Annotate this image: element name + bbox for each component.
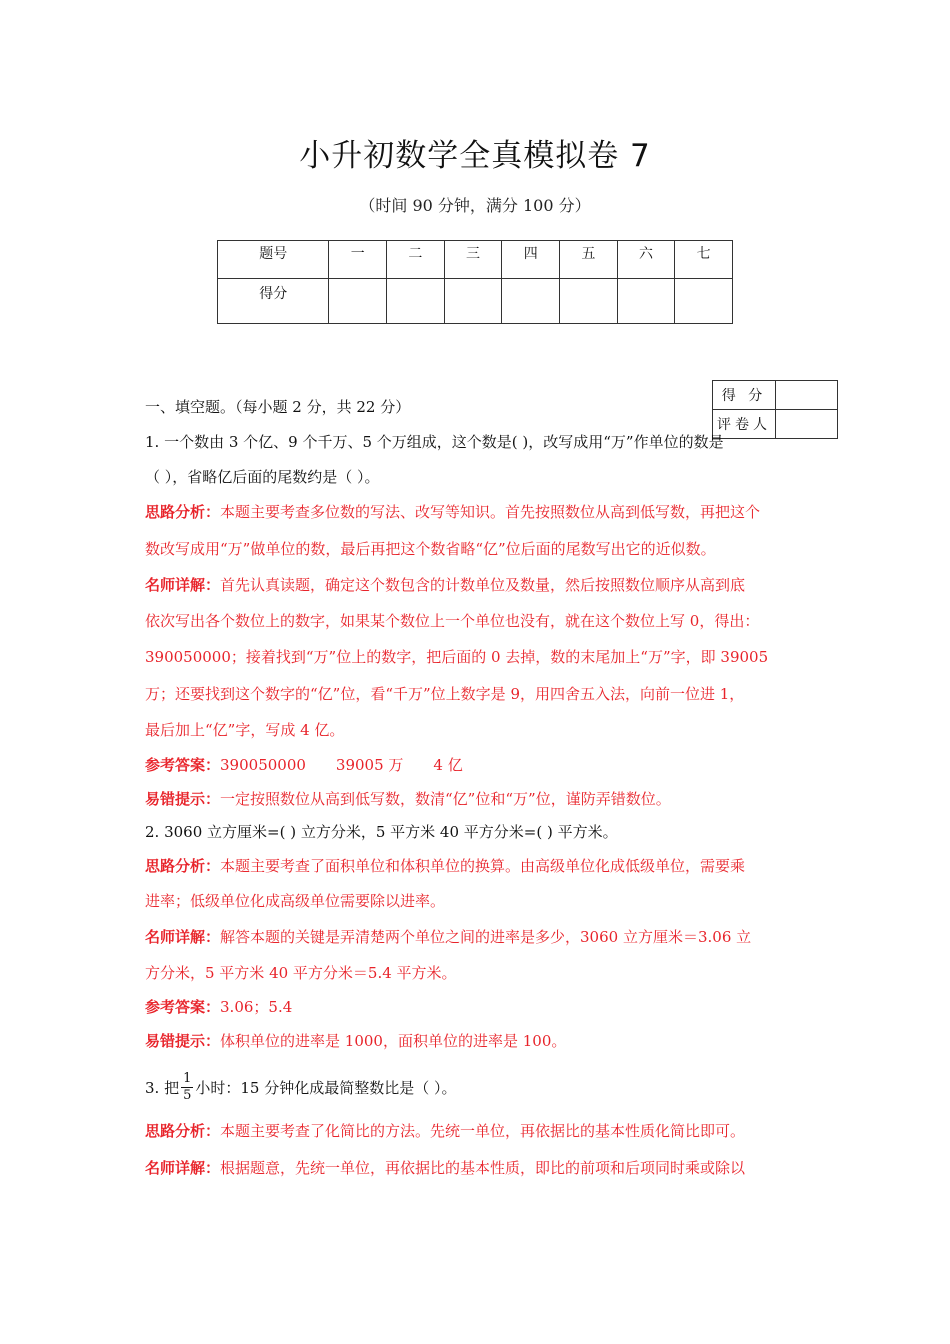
- score-table-column: 五: [560, 241, 618, 279]
- page-subtitle: （时间 90 分钟，满分 100 分）: [359, 196, 591, 215]
- q1-detail-line-4: 万；还要找到这个数字的“亿”位，看“千万”位上数字是 9，用四舍五入法，向前一位进 1，: [145, 685, 745, 703]
- score-table-column: 六: [617, 241, 675, 279]
- tip-label: 易错提示：: [145, 790, 221, 808]
- answer-value: 3.06；5.4: [220, 998, 293, 1016]
- score-table-column: 二: [387, 241, 445, 279]
- detail-text: 首先认真读题，确定这个数包含的计数单位及数量，然后按照数位顺序从高到底: [220, 576, 746, 594]
- grader-score-label: 得 分: [713, 381, 776, 410]
- answer-value: 390050000: [220, 756, 306, 774]
- answer-value: 4 亿: [433, 756, 463, 774]
- tip-text: 体积单位的进率是 1000，面积单位的进率是 100。: [220, 1032, 567, 1050]
- score-table-column: 七: [675, 241, 733, 279]
- q1-answer: [145, 755, 810, 775]
- fraction-denominator: 5: [183, 1087, 192, 1103]
- q2-detail-line-2: 方分米，5 平方米 40 平方分米＝5.4 平方米。: [145, 964, 457, 982]
- score-cell[interactable]: [675, 279, 733, 324]
- question-2-line-1: 2. 3060 立方厘米=( ) 立方分米，5 平方米 40 平方分米=( ) 平方米。: [145, 823, 618, 841]
- question-1-line-2: （ ），省略亿后面的尾数约是（ ）。: [145, 468, 380, 486]
- score-cell[interactable]: [444, 279, 502, 324]
- detail-label: 名师详解：: [145, 1159, 221, 1177]
- score-table-header-row: [218, 241, 733, 279]
- score-table-column: 一: [329, 241, 387, 279]
- score-cell[interactable]: [329, 279, 387, 324]
- q2-analysis: [145, 856, 810, 876]
- question-3-prefix: 3. 把: [145, 1079, 180, 1097]
- question-1-line-1: 1. 一个数由 3 个亿、9 个千万、5 个万组成，这个数是( )，改写成用“万”作单位的数是: [145, 433, 724, 451]
- analysis-text: 本题主要考查了面积单位和体积单位的换算。由高级单位化成低级单位，需要乘: [220, 857, 746, 875]
- score-table-column: 三: [444, 241, 502, 279]
- q2-tip: [145, 1031, 810, 1051]
- tip-label: 易错提示：: [145, 1032, 221, 1050]
- score-cell[interactable]: [387, 279, 445, 324]
- q1-detail-line-3: 390050000；接着找到“万”位上的数字，把后面的 0 去掉，数的末尾加上“万”字，即 39005: [145, 648, 769, 666]
- q3-analysis: [145, 1121, 810, 1141]
- fraction: [181, 1071, 193, 1104]
- detail-text: 根据题意，先统一单位，再依据比的基本性质，即比的前项和后项同时乘或除以: [220, 1159, 746, 1177]
- analysis-text: 本题主要考查了化简比的方法。先统一单位，再依据比的基本性质化简比即可。: [220, 1122, 746, 1140]
- score-cell[interactable]: [502, 279, 560, 324]
- q2-answer: [145, 997, 810, 1017]
- analysis-text: 本题主要考查多位数的写法、改写等知识。首先按照数位从高到低写数，再把这个: [220, 503, 761, 521]
- score-table-score-label: 得分: [218, 279, 329, 324]
- analysis-label: 思路分析：: [145, 1122, 221, 1140]
- question-3-line-1: [145, 1070, 810, 1106]
- score-cell[interactable]: [560, 279, 618, 324]
- section-heading: 一、填空题。（每小题 2 分，共 22 分）: [145, 398, 411, 416]
- q2-detail: [145, 927, 810, 947]
- page-title: 小升初数学全真模拟卷 7: [299, 138, 651, 174]
- answer-label: 参考答案：: [145, 998, 221, 1016]
- score-table-score-row: [218, 279, 733, 324]
- score-table-header-label: 题号: [218, 241, 329, 279]
- tip-text: 一定按照数位从高到低写数，数清“亿”位和“万”位，谨防弄错数位。: [220, 790, 671, 808]
- score-table-column: 四: [502, 241, 560, 279]
- detail-text: 解答本题的关键是弄清楚两个单位之间的进率是多少，3060 立方厘米＝3.06 立: [220, 928, 752, 946]
- q2-analysis-line-2: 进率；低级单位化成高级单位需要除以进率。: [145, 892, 446, 910]
- grader-name-label: 评卷人: [713, 410, 776, 439]
- score-table: [217, 240, 733, 324]
- q1-detail-line-2: 依次写出各个数位上的数字，如果某个数位上一个单位也没有，就在这个数位上写 0，得出：: [145, 612, 760, 630]
- q1-analysis-line-2: 数改写成用“万”做单位的数，最后再把这个数省略“亿”位后面的尾数写出它的近似数。: [145, 540, 716, 558]
- q1-analysis: [145, 502, 810, 522]
- analysis-label: 思路分析：: [145, 857, 221, 875]
- detail-label: 名师详解：: [145, 928, 221, 946]
- score-cell[interactable]: [617, 279, 675, 324]
- q1-detail: [145, 575, 810, 595]
- answer-label: 参考答案：: [145, 756, 221, 774]
- q1-tip: [145, 789, 810, 809]
- question-3-suffix: 小时：15 分钟化成最简整数比是（ ）。: [195, 1079, 457, 1097]
- detail-label: 名师详解：: [145, 576, 221, 594]
- answer-value: 39005 万: [335, 756, 404, 774]
- q1-detail-line-5: 最后加上“亿”字，写成 4 亿。: [145, 721, 345, 739]
- analysis-label: 思路分析：: [145, 503, 221, 521]
- fraction-numerator: 1: [183, 1070, 192, 1086]
- q3-detail: [145, 1158, 810, 1178]
